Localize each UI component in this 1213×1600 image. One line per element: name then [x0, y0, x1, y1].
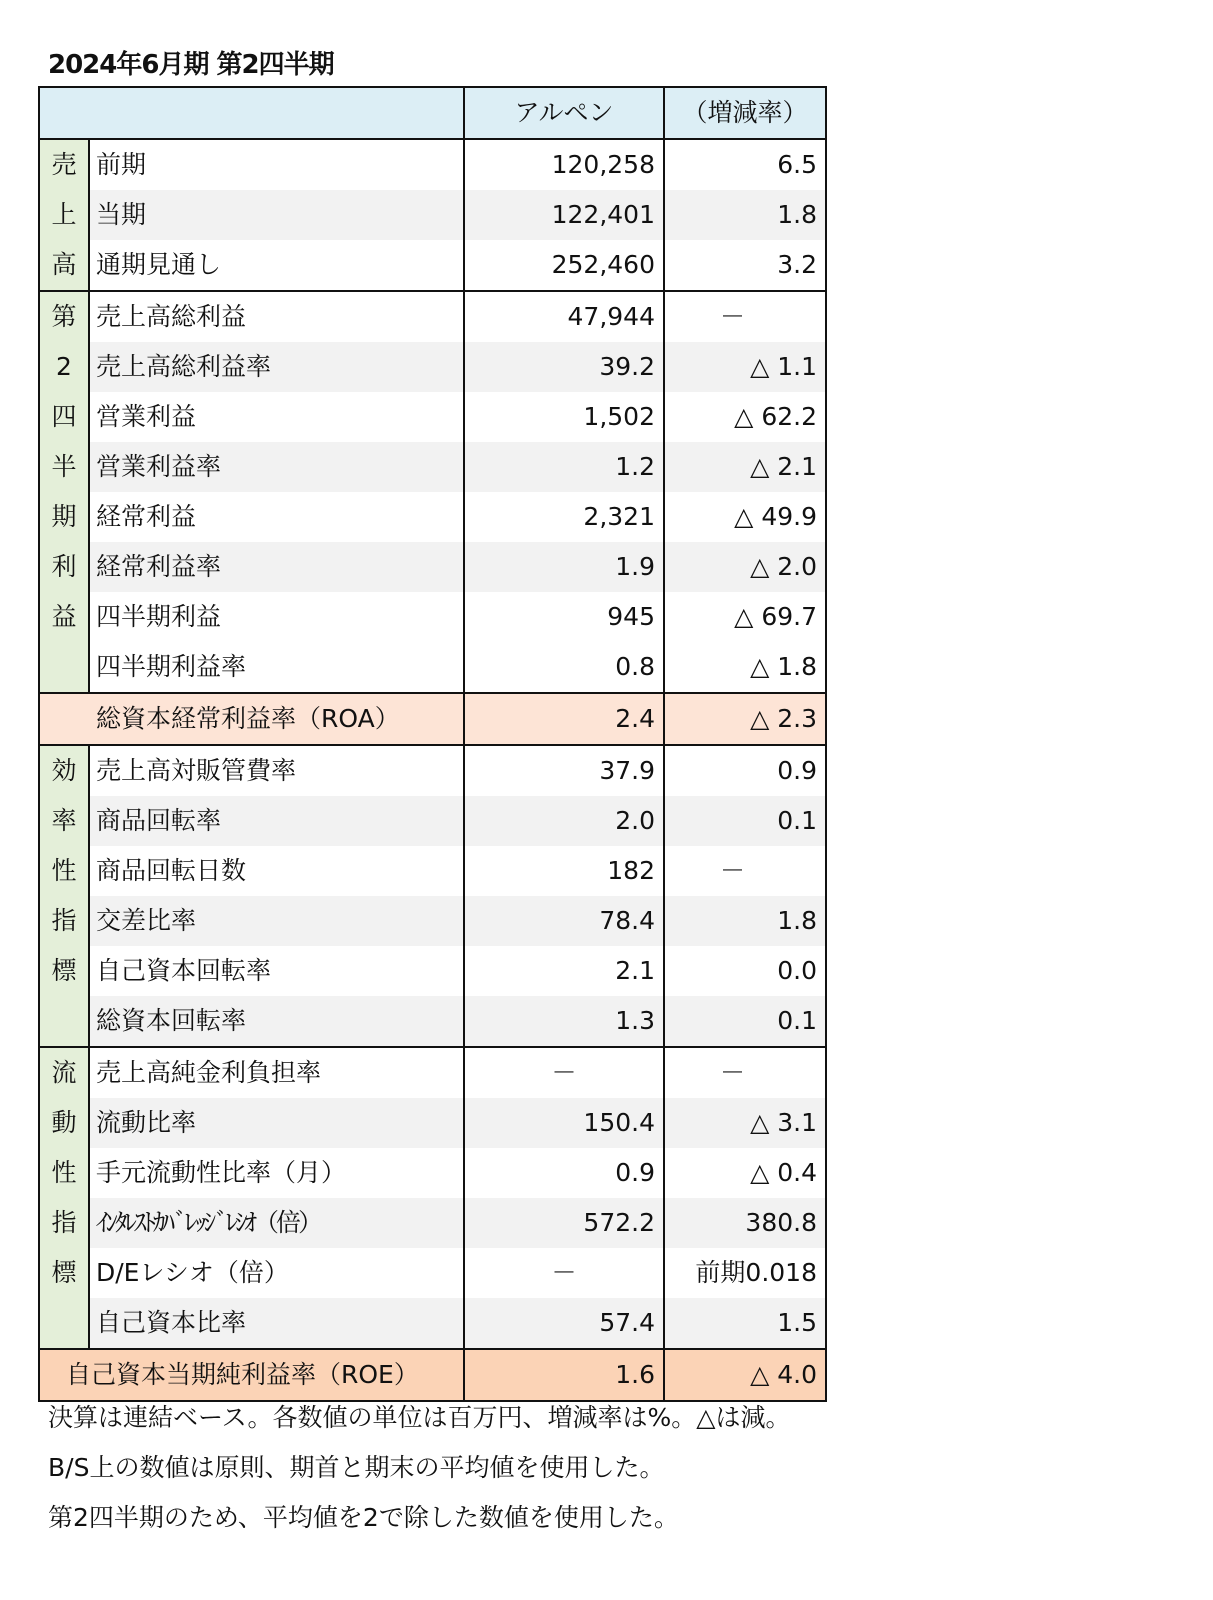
row-value: 78.4	[464, 896, 664, 946]
footnote: 第2四半期のため、平均値を2で除した数値を使用した。	[48, 1503, 679, 1532]
row-change: △ 1.1	[664, 342, 826, 392]
row-value: 47,944	[464, 291, 664, 342]
group-char: 効	[39, 745, 89, 796]
group-char: 売	[39, 139, 89, 190]
table-row	[39, 1098, 826, 1148]
table-row	[39, 1148, 826, 1198]
row-value: 252,460	[464, 240, 664, 291]
row-value: 120,258	[464, 139, 664, 190]
row-change: △ 3.1	[664, 1098, 826, 1148]
table-row	[39, 642, 826, 693]
roa-label: 総資本経常利益率（ROA）	[39, 693, 464, 745]
row-value: 2.1	[464, 946, 664, 996]
row-label: 商品回転率	[89, 796, 464, 846]
footnote: B/S上の数値は原則、期首と期末の平均値を使用した。	[48, 1453, 665, 1482]
roa-value: 2.4	[464, 693, 664, 745]
row-change: △ 69.7	[734, 602, 817, 631]
row-value: 1.9	[464, 542, 664, 592]
table-row	[39, 846, 826, 896]
row-change: 1.5	[664, 1298, 826, 1349]
row-label: ｲﾝﾀﾚｽﾄｶﾊﾞﾚｯｼﾞﾚｼｵ（倍）	[89, 1198, 464, 1248]
table-row	[39, 1047, 826, 1098]
row-label: 四半期利益率	[89, 642, 464, 693]
footnote: 決算は連結ベース。各数値の単位は百万円、増減率は%。△は減。	[48, 1403, 791, 1432]
group-char: 第	[39, 291, 89, 342]
row-label: 四半期利益	[89, 592, 464, 642]
row-label: 商品回転日数	[89, 846, 464, 896]
table-row	[39, 492, 826, 542]
row-value: 0.8	[464, 642, 664, 693]
row-change: 1.8	[664, 190, 826, 240]
row-value: 39.2	[464, 342, 664, 392]
row-value: 945	[464, 592, 664, 642]
row-label: 交差比率	[89, 896, 464, 946]
group-char: 期	[39, 492, 89, 542]
table-row	[39, 442, 826, 492]
group-char: 高	[39, 240, 89, 291]
group-char: 指	[39, 896, 89, 946]
group-char: 半	[39, 442, 89, 492]
row-change: 6.5	[777, 150, 817, 179]
group-char: 率	[39, 796, 89, 846]
row-change: －	[664, 1047, 826, 1098]
financial-table	[38, 86, 827, 1402]
group-char: 2	[39, 342, 89, 392]
row-label: 通期見通し	[89, 240, 464, 291]
row-label: 売上高純金利負担率	[89, 1047, 464, 1098]
row-value: －	[464, 1248, 664, 1298]
row-value: 122,401	[464, 190, 664, 240]
row-value: 182	[464, 846, 664, 896]
page-title: 2024年6月期 第2四半期	[48, 50, 334, 80]
group-char: 上	[39, 190, 89, 240]
table-row	[39, 1198, 826, 1248]
row-label: 総資本回転率	[89, 996, 464, 1047]
row-value: 57.4	[464, 1298, 664, 1349]
row-change: 0.9	[664, 745, 826, 796]
row-change: 0.1	[664, 796, 826, 846]
row-change: 0.1	[664, 996, 826, 1047]
row-value: 1,502	[464, 392, 664, 442]
row-value: 2,321	[464, 492, 664, 542]
group-char: 益	[39, 592, 89, 642]
row-label: 手元流動性比率（月）	[89, 1148, 464, 1198]
table-row	[39, 139, 826, 190]
table-row	[39, 946, 826, 996]
table-row	[39, 996, 826, 1047]
group-char: 標	[39, 1248, 89, 1298]
row-value: 150.4	[464, 1098, 664, 1148]
row-value: －	[464, 1047, 664, 1098]
row-value: 2.0	[464, 796, 664, 846]
table-row	[39, 1298, 826, 1349]
table-row	[39, 542, 826, 592]
table-row	[39, 745, 826, 796]
row-change: △ 0.4	[750, 1158, 817, 1187]
table-header	[39, 87, 826, 139]
row-change: 0.0	[777, 956, 817, 985]
roa-row	[39, 693, 826, 745]
row-change: 1.8	[664, 896, 826, 946]
table-row	[39, 240, 826, 291]
group-char	[39, 996, 89, 1047]
row-change: △ 2.1	[664, 442, 826, 492]
row-value: 1.3	[464, 996, 664, 1047]
row-label: 売上高対販管費率	[89, 745, 464, 796]
row-change: △ 2.0	[664, 542, 826, 592]
group-char	[39, 1298, 89, 1349]
row-label: 売上高総利益	[89, 291, 464, 342]
row-value: 0.9	[464, 1148, 664, 1198]
row-value: 37.9	[464, 745, 664, 796]
row-label: 前期	[89, 139, 464, 190]
row-label: 自己資本比率	[89, 1298, 464, 1349]
group-char: 利	[39, 542, 89, 592]
group-char: 性	[39, 846, 89, 896]
footnotes	[48, 1393, 790, 1543]
row-change: －	[719, 856, 745, 885]
row-value: 1.2	[464, 442, 664, 492]
table-row	[39, 592, 826, 642]
row-change: －	[664, 291, 826, 342]
table-row	[39, 342, 826, 392]
row-change: △ 1.8	[750, 652, 817, 681]
table-row	[39, 190, 826, 240]
group-char: 標	[39, 946, 89, 996]
row-label: 営業利益率	[89, 442, 464, 492]
table-row	[39, 291, 826, 342]
row-label: 自己資本回転率	[89, 946, 464, 996]
group-char: 性	[39, 1148, 89, 1198]
change-header: （増減率）	[664, 87, 826, 139]
group-char: 流	[39, 1047, 89, 1098]
row-change: △ 62.2	[734, 402, 817, 431]
row-label: 経常利益率	[89, 542, 464, 592]
row-change: 380.8	[664, 1198, 826, 1248]
row-label: 当期	[89, 190, 464, 240]
row-change: 前期0.018	[695, 1258, 817, 1287]
row-label: D/Eレシオ（倍）	[89, 1248, 464, 1298]
row-change: 3.2	[777, 250, 817, 279]
roe-label: 自己資本当期純利益率（ROE）	[39, 1349, 464, 1401]
row-label: 経常利益	[89, 492, 464, 542]
row-label: 流動比率	[89, 1098, 464, 1148]
table-row	[39, 1248, 826, 1298]
group-char	[39, 642, 89, 693]
group-char: 指	[39, 1198, 89, 1248]
table-row	[39, 392, 826, 442]
group-char: 動	[39, 1098, 89, 1148]
roe-value: 1.6	[464, 1349, 664, 1401]
group-char: 四	[39, 392, 89, 442]
row-label: 売上高総利益率	[89, 342, 464, 392]
row-value: 572.2	[464, 1198, 664, 1248]
roe-change: △ 4.0	[664, 1349, 826, 1401]
roa-change: △ 2.3	[664, 693, 826, 745]
table-row	[39, 896, 826, 946]
company-header: アルペン	[464, 87, 664, 139]
table-row	[39, 796, 826, 846]
row-label: 営業利益	[89, 392, 464, 442]
row-change: △ 49.9	[734, 502, 817, 531]
